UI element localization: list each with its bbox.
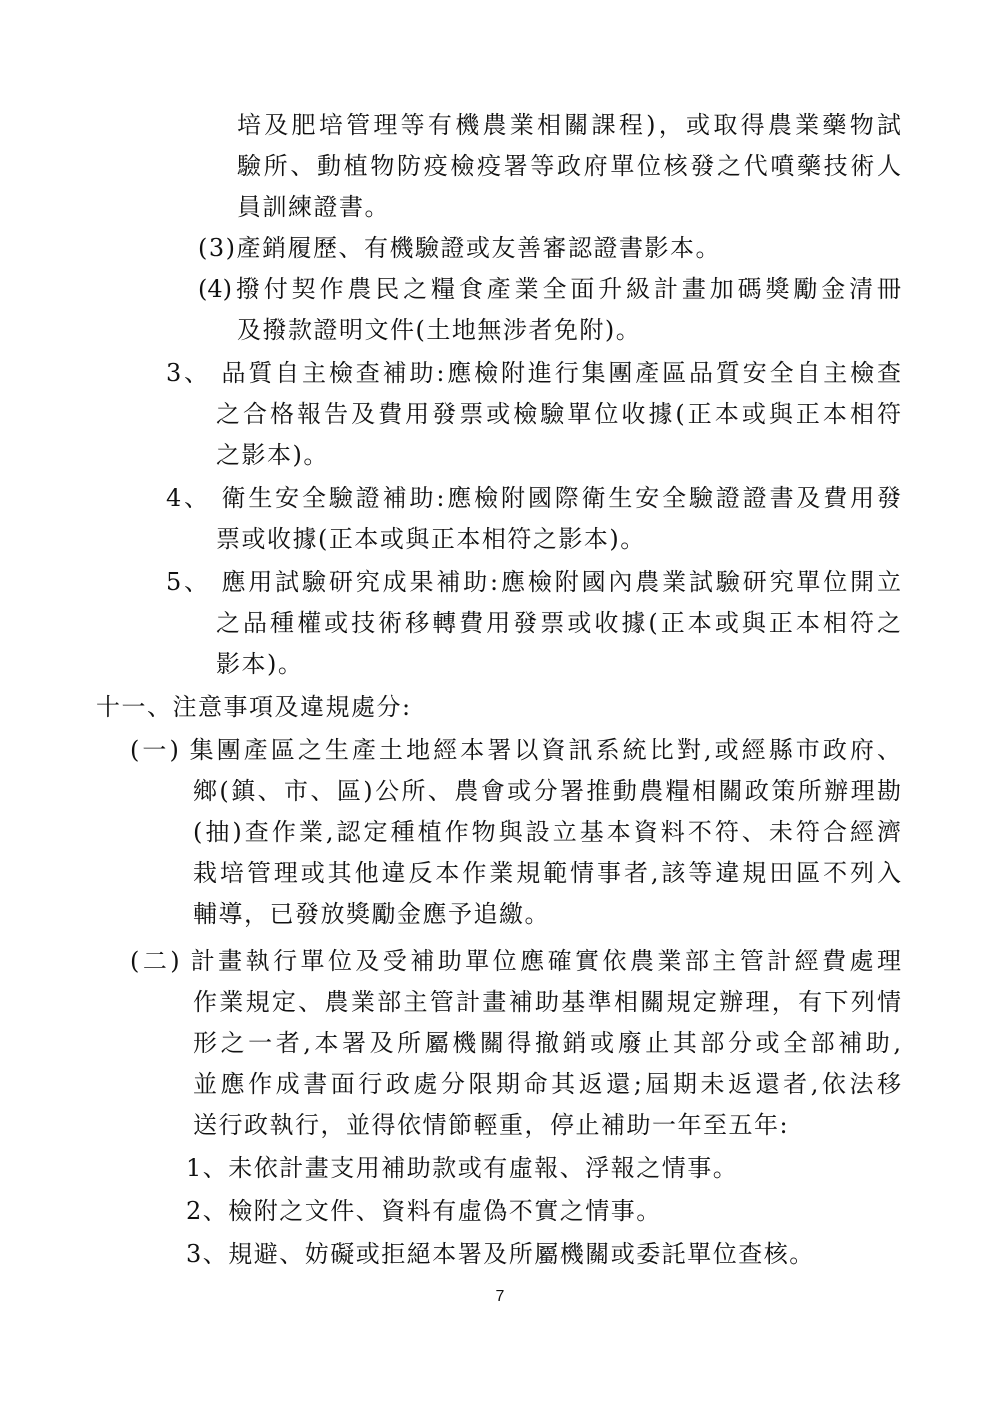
text-line: 驗所、動植物防疫檢疫署等政府單位核發之代噴藥技術人 (237, 152, 901, 180)
text-line: 員訓練證書。 (237, 193, 390, 221)
list-item: (二) 計畫執行單位及受補助單位應確實依農業部主管計經費處理 (130, 947, 901, 975)
list-item: (4)撥付契作農民之糧食產業全面升級計畫加碼獎勵金清冊 (198, 275, 901, 303)
text-line: 鄉(鎮、市、區)公所、農會或分署推動農糧相關政策所辦理勘 (193, 777, 901, 805)
text-line: (抽)查作業,認定種植作物與設立基本資料不符、未符合經濟 (193, 818, 901, 846)
text-line: 影本)。 (216, 650, 304, 678)
text-line: 培及肥培管理等有機農業相關課程)，或取得農業藥物試 (237, 111, 901, 139)
list-item: 3、 品質自主檢查補助:應檢附進行集團產區品質安全自主檢查 (166, 359, 901, 387)
text-line: 作業規定、農業部主管計畫補助基準相關規定辦理，有下列情 (193, 988, 901, 1016)
page-number: 7 (495, 1288, 505, 1305)
section-heading: 十一、注意事項及違規處分: (96, 693, 412, 721)
text-line: 並應作成書面行政處分限期命其返還;屆期未返還者,依法移 (193, 1070, 901, 1098)
list-item: 1、未依計畫支用補助款或有虛報、浮報之情事。 (186, 1154, 739, 1182)
text-line: 之品種權或技術移轉費用發票或收據(正本或與正本相符之 (216, 609, 901, 637)
text-line: 之合格報告及費用發票或檢驗單位收據(正本或與正本相符 (216, 400, 901, 428)
text-line: 及撥款證明文件(土地無涉者免附)。 (237, 316, 642, 344)
text-line: 送行政執行，並得依情節輕重，停止補助一年至五年: (193, 1111, 790, 1139)
list-item: (3)產銷履歷、有機驗證或友善審認證書影本。 (198, 234, 721, 262)
list-item: 4、 衛生安全驗證補助:應檢附國際衛生安全驗證證書及費用發 (166, 484, 901, 512)
list-item: (一) 集團產區之生產土地經本署以資訊系統比對,或經縣市政府、 (130, 736, 901, 764)
text-line: 之影本)。 (216, 441, 329, 469)
text-line: 形之一者,本署及所屬機關得撤銷或廢止其部分或全部補助, (193, 1029, 901, 1057)
text-line: 票或收據(正本或與正本相符之影本)。 (216, 525, 646, 553)
text-line: 栽培管理或其他違反本作業規範情事者,該等違規田區不列入 (193, 859, 901, 887)
list-item: 2、檢附之文件、資料有虛偽不實之情事。 (186, 1197, 662, 1225)
text-line: 輔導，已發放獎勵金應予追繳。 (193, 900, 550, 928)
list-item: 5、 應用試驗研究成果補助:應檢附國內農業試驗研究單位開立 (166, 568, 901, 596)
list-item: 3、規避、妨礙或拒絕本署及所屬機關或委託單位查核。 (186, 1240, 815, 1268)
